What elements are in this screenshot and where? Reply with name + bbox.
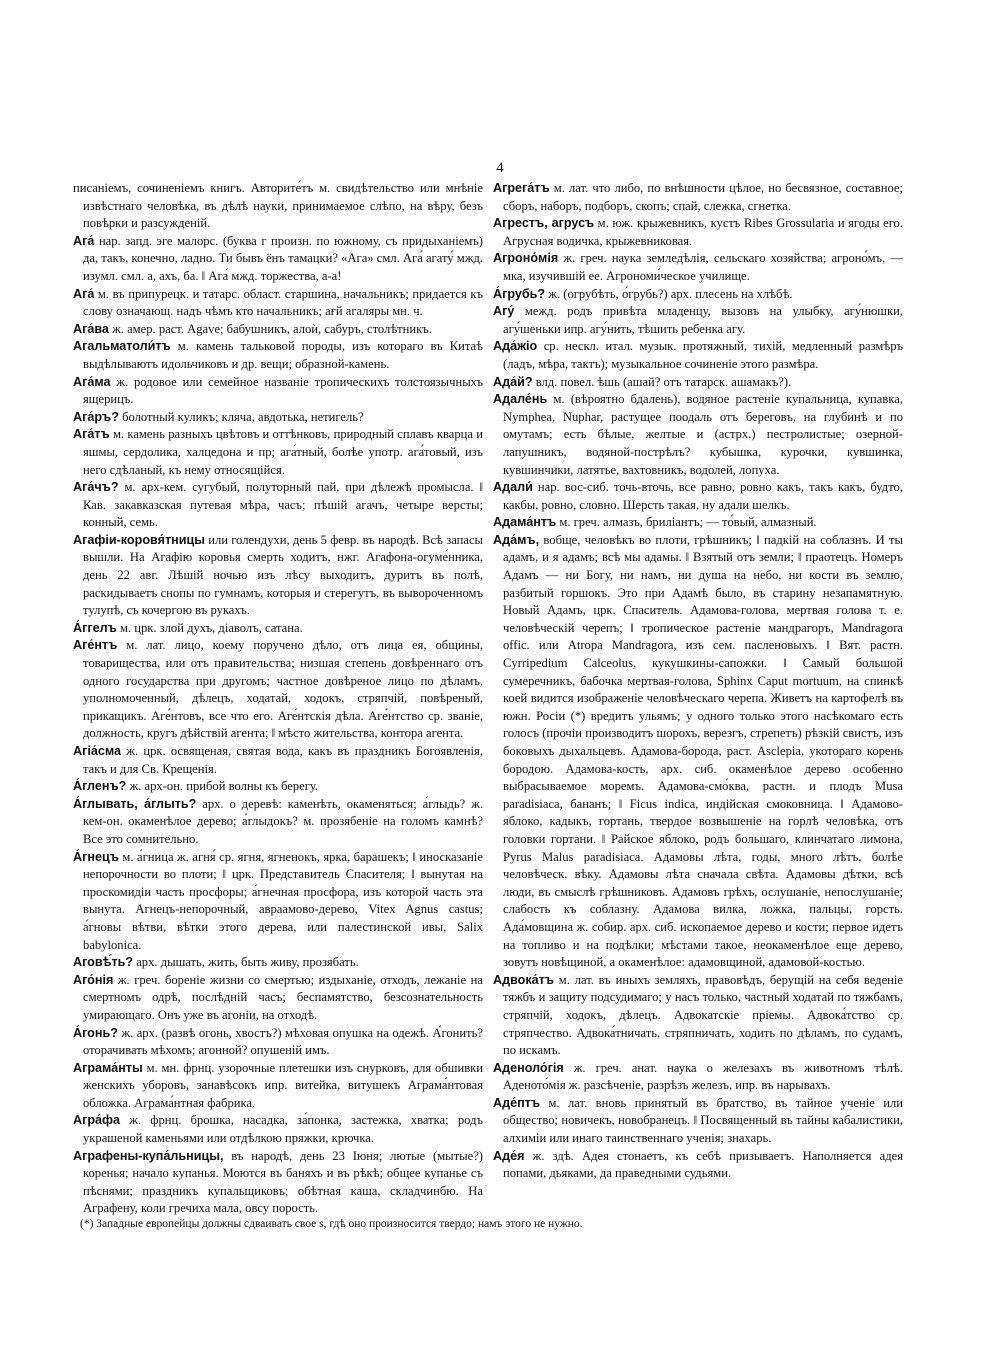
entry-head: Адали́ [493, 480, 533, 495]
entry-text: ж. амер. раст. Agave; бабушникъ, алоѝ, сабуръ, столѣтникъ. [112, 321, 432, 336]
entry-text: арх. дышать, жить, быть живу, прозябать. [136, 955, 359, 970]
entry [73, 637, 483, 743]
entry [493, 180, 903, 215]
entry [73, 1112, 483, 1147]
entry-head: А́гонь? [73, 1025, 118, 1040]
entry [493, 972, 903, 1060]
entry-head: Ага́тъ [73, 427, 110, 442]
entry-head: Ага́ [73, 233, 95, 248]
entry-head: Ага́ва [73, 321, 109, 336]
entry-text: нар. вос-сиб. точь-вточь, все равно, ровно какъ, такъ какъ, будто, какбы, ровно, словно. Шерсть такая, ну адали шелкъ. [503, 480, 903, 512]
entry [493, 215, 903, 250]
entry [493, 250, 903, 285]
entry-head: А́глывать, а́глыть? [73, 796, 197, 811]
entry-head: Адале́нь [493, 392, 548, 407]
entry-head: Агу́ [493, 304, 515, 319]
page-number: 4 [496, 160, 504, 176]
entry [73, 778, 483, 796]
entry-head: Аде́птъ [493, 1095, 541, 1110]
entry-head: Адама́нтъ [493, 515, 557, 530]
entry-head: Ада́жіо [493, 339, 538, 354]
entry-head: Агрестъ, агрусъ [493, 216, 595, 231]
entry-head: Ага́чъ? [73, 480, 119, 495]
entry [493, 532, 903, 972]
entry-text: м. юж. крыжевникъ, кустъ Ribes Grossularia и ягоды его. Агрусная водичка, крыжевниковая. [503, 216, 903, 248]
entry [73, 338, 483, 373]
entry [493, 338, 903, 373]
entry-text: ж. греч. анат. наука о железахъ въ животномъ тѣлѣ. Аденото́мія ж. разсѣченіе, разрѣзъ железъ, ипр. въ нарывахъ. [503, 1060, 903, 1093]
entry [73, 1025, 483, 1060]
entry [493, 479, 903, 514]
entry [73, 1060, 483, 1113]
entry-head: Ада́мъ, [493, 532, 540, 547]
entry [73, 743, 483, 778]
entry-text: писаніемъ, сочиненіемъ книгъ. Авторите́тъ м. свидѣтельство или мнѣніе извѣстнаго человѣка, въ дѣлѣ науки, принимаемое слѣпо, на вѣру, безъ повѣрки и разсужденій. [73, 181, 483, 231]
entry-head: Аграфены-купа́льницы, [73, 1148, 224, 1163]
entry [73, 286, 483, 321]
entry-text: ж. (огрубѣть, о́грубь?) арх. плесень на хлѣбѣ. [548, 286, 793, 301]
entry-text: м. (вѣроятно бдалень), водяное растеніе купальница, купавка, Nymphea, Nuphar, растущее поодаль отъ береговъ, на глубинѣ и по омутамъ; есть бѣлые, желтые и (астрх.) пестролистые; озерной-лапушникъ, водяной-пострѣлъ? кубышка, курочки, кувшинка, кувшинчики, латятье, вахтовникъ, водолей, лопуха. [503, 392, 903, 477]
entry-head: Аго́нія [73, 972, 114, 987]
entry-text: нар. запд. эге малорс. (буква г произн. по южному, съ придыханіемъ) да, такъ, конечно, ладно. Ти бывъ ёнъ тамацки? «Ага» смл. Ага́ агату́ мжд. изумл. смл. а, ахъ, ба. ‖ Ага́ мжд. торжества, а-а! [83, 233, 483, 283]
entry [73, 180, 483, 233]
entry [73, 479, 483, 532]
entry-text: м. а́гница ж. агня́ ср. ягня, ягненокъ, ярка, барашекъ; ‖ иносказаніе непорочности во плоти; ‖ црк. Представитель Спасителя; ‖ вынутая на проскомидіи часть просфоры; а́гнечная просфора, изъ которой часть эта вынута. Агнецъ-непорочный, авраамово-дерево, Vitex Agnus castus; а́гновы вѣтви, вѣтки этого дерева, или палестинской ивы, Salix babylonica. [83, 849, 484, 952]
entry-head: Аге́нтъ [73, 638, 118, 653]
entry-head: Агальматоли́тъ [73, 339, 171, 354]
entry-text: ж. арх-он. прибой волны къ берегу. [129, 779, 319, 794]
entry [73, 321, 483, 339]
entry-text: м. арх-кем. сугубый, полуторный пай, при дѣлежѣ промысла. ‖ Кав. закавказская путевая мѣра, часъ; пѣшій агачъ, четыре версты; конный, семь. [83, 480, 483, 530]
entry-text: м. црк. злой духъ, діаволъ, сатана. [119, 620, 303, 635]
entry-head: Аде́я [493, 1148, 525, 1163]
entry [73, 1148, 483, 1218]
entry-text: м. лат. что либо, по внѣшности цѣлое, но бесвязное, составное; сборъ, наборъ, подборъ, скопъ; спай, слежка, сгнетка. [503, 181, 903, 213]
entry [493, 374, 903, 392]
entry [73, 620, 483, 638]
entry [493, 303, 903, 338]
entry-text: влд. повел. ѣшь (ашай? отъ татарск. ашамакъ?). [535, 374, 792, 389]
entry-text: м. мн. фрнц. узорочные плетешки изъ снурковъ, для обшивки женскихъ уборовъ, занавѣсокъ ипр. витейка, витушекъ Аграма́нтовая обложка. Аграма́нтная фабрика. [83, 1060, 483, 1110]
entry [493, 514, 903, 532]
entry-head: Ада́й? [493, 374, 533, 389]
entry-text: м. лат. въ иныхъ земляхъ, правовѣдъ, берущій на себя веденіе тяжбъ и защиту подсудимаго; у насъ только, частный ходатай по тяжбамъ, стряпчій, ходокъ, дѣлецъ. Адвокатскіе пріемы. Адвока́тство ср. стряпчество. Адвока́тничать, стряпничать, ходить по дѣламъ, по судамъ, по искамъ. [503, 972, 903, 1058]
entry-text: или голендухи, день 5 февр. въ народѣ. Всѣ запасы вышли. На Агафію коровья смерть ходитъ, нжг. Агафона-огуме́нника, день 22 авг. Лѣшій ночью изъ лѣсу выходитъ, дуритъ въ полѣ, раскидываетъ снопы по гумнамъ, которыя и стерегутъ, въ вывороченномъ тулупѣ, съ кочергою въ рукахъ. [83, 532, 484, 618]
entry [493, 1095, 903, 1148]
entry [493, 1060, 903, 1095]
entry-head: Агра́фа [73, 1113, 121, 1128]
entry-text: арх. о деревѣ: каменѣть, окаменяться; а́глыдь? ж. кем-он. окаменѣлое дерево; а́глыдокъ? м. прозябеніе на голомъ камнѣ? Все это сомнительно. [83, 796, 483, 846]
entry-text: м. камень тальковой породы, изъ котораго въ Китаѣ выдѣлываютъ идольчиковъ и др. вещи; образной-камень. [83, 339, 483, 371]
entry-head: Аденоло́гія [493, 1060, 564, 1075]
right-column [493, 180, 903, 1183]
entry [73, 954, 483, 972]
entry [73, 409, 483, 427]
entry-head: А́грубь? [493, 286, 546, 301]
footnote: (*) Западные европейцы должны сдваивать свое s, гдѣ оно произносится твердо; намъ этого не нужно. [80, 1218, 583, 1230]
entry-text: м. лат. лицо, коему поручено дѣло, отъ лица ея, общины, товарищества, или отъ правительства; низшая степень довѣреннаго отъ одного государства при другомъ; частное довѣреное лицо по дѣламъ, уполномоченный, дѣлецъ, ходатай, ходокъ, стряпчій, повѣреный, прикащикъ. Аге́нтовъ, все что его. Аге́нтскія дѣла. Аге́нтство ср. званіе, должность, кругъ дѣйствій агента; ‖ мѣсто жительства, контора агента. [83, 638, 484, 741]
entry [493, 391, 903, 479]
entry-text: м. лат. вновь принятый въ братство, въ тайное ученіе или общество; новичекъ, новобранецъ. ‖ Посвященный въ тайны кабалистики, алхиміи или инаго таинственнаго ученія; знахарь. [503, 1095, 903, 1146]
entry-text: ж. фрнц. брошка, насадка, за́понка, застежка, хватка; родъ украшеной каменьями или отдѣлкою пряжки, крючка. [83, 1113, 483, 1146]
entry-head: Агафіи-коровя́тницы [73, 532, 205, 547]
entry [73, 374, 483, 409]
entry-text: ж. родовое или семейное названіе тропическихъ толстоязычныхъ ящерицъ. [83, 374, 483, 407]
left-column [73, 180, 483, 1218]
entry [73, 972, 483, 1025]
entry-text: въ народѣ, день 23 Іюня; лютые (мытые?) коренья; начало купанья. Моются въ баняхъ и въ рѣкѣ; общее купанье съ пѣснями; праздникъ купальщиковъ; обѣтная каша, складчинбю. На Аграфену, коли гречиха мала, овсу порость. [83, 1148, 483, 1216]
entry-text: м. греч. алмазъ, бриліантъ; — то́вый, алмазный. [559, 515, 817, 530]
entry-head: Агіа́сма [73, 744, 122, 758]
entry-text: болотный куликъ; кляча, авдотька, нетигель? [122, 409, 364, 424]
entry-head: А́гленъ? [73, 779, 127, 794]
entry-head: Адвока́тъ [493, 972, 555, 987]
entry-text: ж. здѣ. Адея стонаетъ, къ себѣ призываетъ. Наполняется адея попами, дьяками, да праведными судьями. [503, 1148, 903, 1181]
entry-text: ср. нескл. итал. музык. протяжный, тихій, медленный размѣръ (ладъ, мѣра, тактъ); музыкальное сочиненіе этого размѣра. [503, 339, 904, 371]
entry [73, 426, 483, 479]
entry-head: А́гнецъ [73, 849, 119, 864]
entry-head: Агрега́тъ [493, 181, 550, 195]
entry-head: Ага́ръ? [73, 409, 119, 424]
entry [493, 1148, 903, 1183]
entry [73, 233, 483, 286]
entry-text: ж. греч. наука земледѣлія, сельскаго хозяйства; агроно́мъ, — мка, изучившій ее. Агрономи́ческое училище. [503, 251, 903, 283]
entry-head: Агроно́мія [493, 251, 559, 266]
entry-text: межд. родъ привѣта младенцу, вызовъ на улыбку, агу́нюшки, агу́шеньки ипр. агу́нить, тѣшить ребенка агу. [503, 304, 903, 336]
entry-text: вобще, человѣкъ во плоти, грѣшникъ; ‖ падкій на соблазнъ. И ты адамъ, и я адамъ; всѣ мы адамы. ‖ Взятый отъ земли; ‖ праотецъ. Номеръ Адамъ — ни Богу, ни намъ, ни душа на небо, ни кости въ землю, разбитый горшокъ. Это при Адамѣ было, въ старину незапамятную. Новый Адамъ, црк. Спаситель. Адамова-голова, мертвая голова т. е. человѣческій черепъ; ‖ тропическое растеніе мандрагоръ, Mandragora offic. или Atropa Mandragora, изъ сем. пасленовыхъ. ‖ Вят. растн. Cyrripedium Calceolus, кукушкины-сапожки. ‖ Самый большой сумеречникъ, бабочка мертвая-голова, Sphinx Caput mortuum, на спинкѣ коей видится изображеніе человѣческаго черепа. Живетъ на картофелѣ въ южн. Росіи (*) вредитъ ульямъ; у одного только этого насѣкомаго есть голосъ (прочіи производитъ шорохъ, верезгъ, стрепетъ) рѣзкій свистъ, изъ боковыхъ дыхальцевъ. Адамова-борода, раст. Asclepia, укотораго корень бородою. Адамова-кость, арх. сиб. окаменѣлое дерево особенно выбрасываемое моремъ. Адамова-смо́ква, растн. и плодъ Musa paradisiaca, бананъ; ‖ Ficus indica, индійская смоковница. ‖ Адамово-яблоко, кадыкъ, гортань, твердое возвышеніе на горлѣ человѣка, отъ головки гортани. ‖ Райское яблоко, родъ большаго, клинчатаго лимона, Pyrus Malus paradisiaca. Адамовы лѣта, годы, много лѣтъ, болѣе человѣческ. вѣку. Адамовы лѣта сначала свѣта. Адамовы дѣтки, всѣ люди, въ смыслѣ грѣшниковъ. Адамовъ грѣхъ, ослушаніе, непослушаніе; слабость къ соблазну. Адамова вилка, ложка, пальцы, горсть. Ада́мовщина ж. собир. арх. сиб. ископаемое дерево и кости; первое идетъ на топливо и на подѣлки; мѣстами такое, неокаменѣлое еще дерево, зовутъ новѣщиной, а окаменѣлое: адамовщиной, адамовой-костью. [503, 532, 903, 970]
entry-head: Ага́ма [73, 374, 111, 389]
entry-text: ж. црк. освященая, святая вода, какъ въ праздникъ Богоявленія, такъ и для Св. Крещенія. [83, 744, 483, 776]
entry [73, 796, 483, 849]
entry-text: м. камень разныхъ цвѣтовъ и оттѣнковъ, природный сплавъ кварца и яшмы, сердолика, халцедона и пр; ага́тный, болѣе употр. ага́товый, изъ него сдѣланый, къ нему относящійся. [83, 427, 483, 477]
entry-head: Аговѣ́ть? [73, 955, 134, 970]
entry [493, 286, 903, 304]
entry-head: Ага́ [73, 286, 95, 301]
entry-text: м. въ припурецк. и татарс. област. старшина, начальникъ; придается къ слову означающ. надъ чѣмъ кто начальникъ; ағй агаляры мн. ч. [83, 286, 483, 319]
entry-text: ж. арх. (развѣ огонь, хвостъ?) мѣховая опушка на одежѣ. А́гонить? оторачивать мѣхомъ; агонной? опушеній имъ. [83, 1025, 483, 1058]
entry-head: Аграма́нты [73, 1060, 143, 1075]
entry [73, 532, 483, 620]
entry-text: ж. греч. бореніе жизни со смертью; издыханіе, отходъ, лежаніе на смертномъ одрѣ, послѣдній часъ; беспамятство, безсознательность умирающаго. Онъ уже въ агоніи, на отходѣ. [83, 972, 483, 1022]
entry-head: А́ггелъ [73, 620, 117, 635]
entry [73, 849, 483, 955]
